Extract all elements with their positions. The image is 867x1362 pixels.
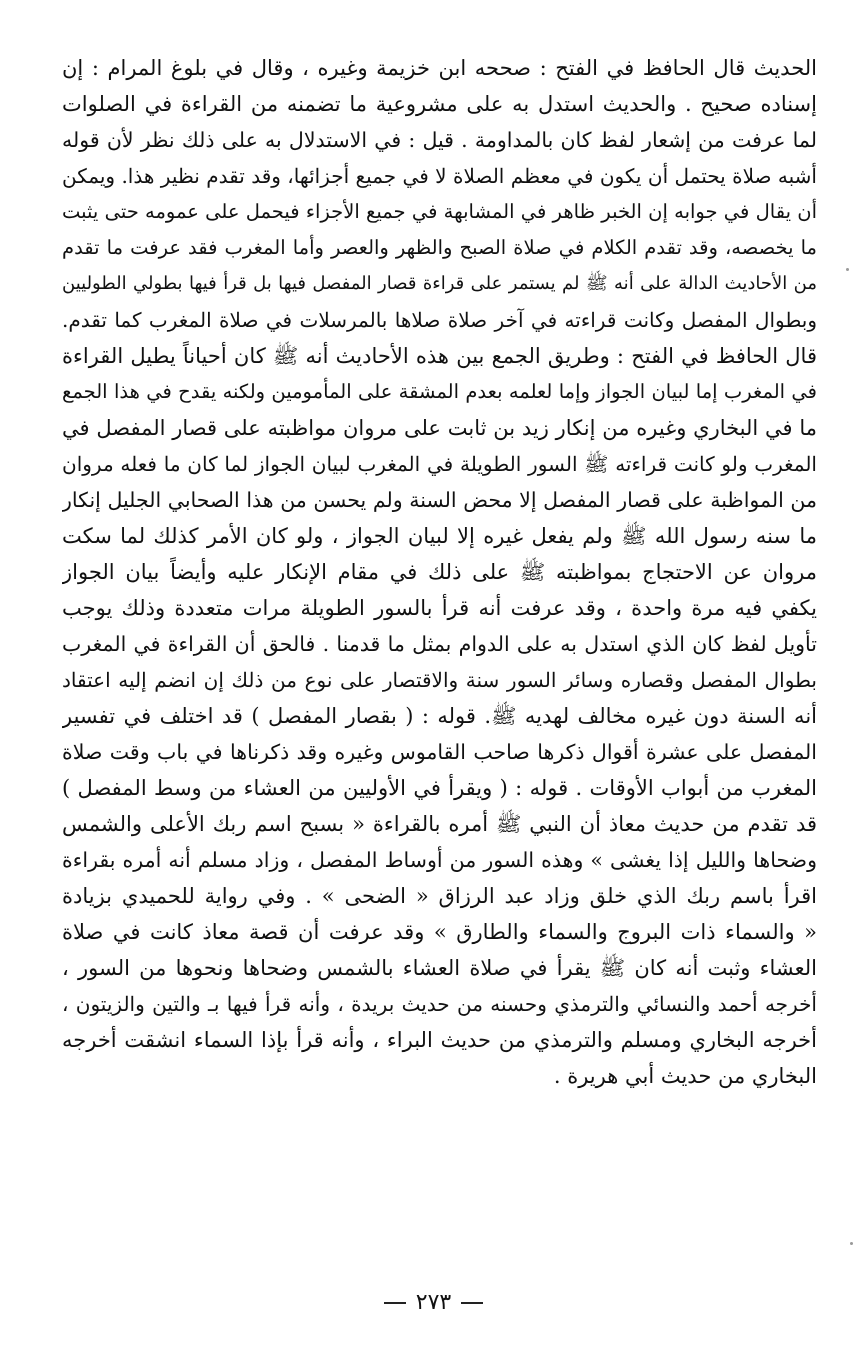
body-text — [62, 50, 817, 1094]
text-line: أخرجه البخاري ومسلم والترمذي من حديث البراء ، وأنه قرأ بإذا السماء انشقت أخرجه — [62, 1028, 817, 1052]
page-number-value: ٢٧٣ — [415, 1290, 452, 1315]
scan-speck — [850, 1242, 853, 1245]
text-line: بطوال المفصل وقصاره وسائر السور سنة والاقتصار على نوع من ذلك إن انضم إليه اعتقاد — [62, 668, 817, 692]
text-line: أنه السنة دون غيره مخالف لهديه ﷺ. قوله : ( بقصار المفصل ) قد اختلف في تفسير — [62, 704, 817, 728]
text-line: العشاء وثبت أنه كان ﷺ يقرأ في صلاة العشاء بالشمس وضحاها ونحوها من السور ، — [62, 956, 817, 980]
text-line: وضحاها والليل إذا يغشى » وهذه السور من أوساط المفصل ، وزاد مسلم أنه أمره بقراءة — [62, 848, 817, 872]
text-line: يكفي فيه مرة واحدة ، وقد عرفت أنه قرأ بالسور الطويلة مرات متعددة وذلك يوجب — [62, 596, 817, 620]
scan-speck — [846, 268, 849, 271]
text-line: « والسماء ذات البروج والسماء والطارق » وقد عرفت أن قصة معاذ كانت في صلاة — [62, 920, 817, 944]
text-line: ما سنه رسول الله ﷺ ولم يفعل غيره إلا لبيان الجواز ، ولو كان الأمر كذلك لما سكت — [62, 524, 817, 548]
text-line: قد تقدم من حديث معاذ أن النبي ﷺ أمره بالقراءة « بسبح اسم ربك الأعلى والشمس — [62, 812, 817, 836]
text-line: ما يخصصه، وقد تقدم الكلام في صلاة الصبح والظهر والعصر وأما المغرب فقد عرفت ما تقدم — [62, 236, 817, 259]
page-number-dash-left — [461, 1302, 483, 1304]
text-line: المفصل على عشرة أقوال ذكرها صاحب القاموس وغيره وقد ذكرناها في باب وقت صلاة — [62, 740, 817, 764]
text-line: تأويل لفظ كان الذي استدل به على الدوام بمثل ما قدمنا . فالحق أن القراءة في المغرب — [62, 632, 817, 656]
text-line: مروان عن الاحتجاج بمواظبته ﷺ على ذلك في مقام الإنكار عليه وأيضاً بيان الجواز — [62, 560, 817, 584]
text-line: وبطوال المفصل وكانت قراءته في آخر صلاة صلاها بالمرسلات في صلاة المغرب كما تقدم. — [62, 308, 817, 332]
text-line: المغرب ولو كانت قراءته ﷺ السور الطويلة في المغرب لبيان الجواز لما كان ما فعله مروان — [62, 452, 817, 476]
text-line: من المواظبة على قصار المفصل إلا محض السنة ولم يحسن من هذا الصحابي الجليل إنكار — [62, 488, 817, 512]
text-line: الحديث قال الحافظ في الفتح : صححه ابن خزيمة وغيره ، وقال في بلوغ المرام : إن — [62, 56, 817, 80]
text-line: أشبه صلاة يحتمل أن يكون في معظم الصلاة لا في جميع أجزائها، وقد تقدم نظير هذا. ويمكن — [62, 164, 817, 188]
text-line: قال الحافظ في الفتح : وطريق الجمع بين هذه الأحاديث أنه ﷺ كان أحياناً يطيل القراءة — [62, 344, 817, 368]
page-number — [0, 1290, 867, 1315]
text-line: اقرأ باسم ربك الذي خلق وزاد عبد الرزاق « الضحى » . وفي رواية للحميدي بزيادة — [62, 884, 817, 908]
text-line: من الأحاديث الدالة على أنه ﷺ لم يستمر على قراءة قصار المفصل فيها بل قرأ فيها بطولي الطوليين — [62, 273, 817, 294]
text-line: لما عرفت من إشعار لفظ كان بالمداومة . قيل : في الاستدلال به على ذلك نظر لأن قوله — [62, 128, 817, 152]
text-line: ما في البخاري وغيره من إنكار زيد بن ثابت على مروان مواظبته على قصار المفصل في — [62, 416, 817, 440]
text-line: إسناده صحيح . والحديث استدل به على مشروعية ما تضمنه من القراءة في الصلوات — [62, 92, 817, 116]
text-line: المغرب من أبواب الأوقات . قوله : ( ويقرأ في الأولیین من العشاء من وسط المفصل ) — [62, 776, 817, 800]
text-line-last: البخاري من حديث أبي هريرة . — [553, 1064, 817, 1088]
text-line: أخرجه أحمد والنسائي والترمذي وحسنه من حديث بريدة ، وأنه قرأ فيها بـ والتين والزيتون ، — [62, 992, 817, 1016]
text-line: في المغرب إما لبيان الجواز وإما لعلمه بعدم المشقة على المأمومين ولكنه يقدح في هذا الجمع — [62, 380, 817, 403]
page-number-dash-right — [384, 1302, 406, 1304]
text-line: أن يقال في جوابه إن الخبر ظاهر في المشابهة في جميع الأجزاء فيحمل على عمومه حتى يثبت — [62, 200, 817, 223]
